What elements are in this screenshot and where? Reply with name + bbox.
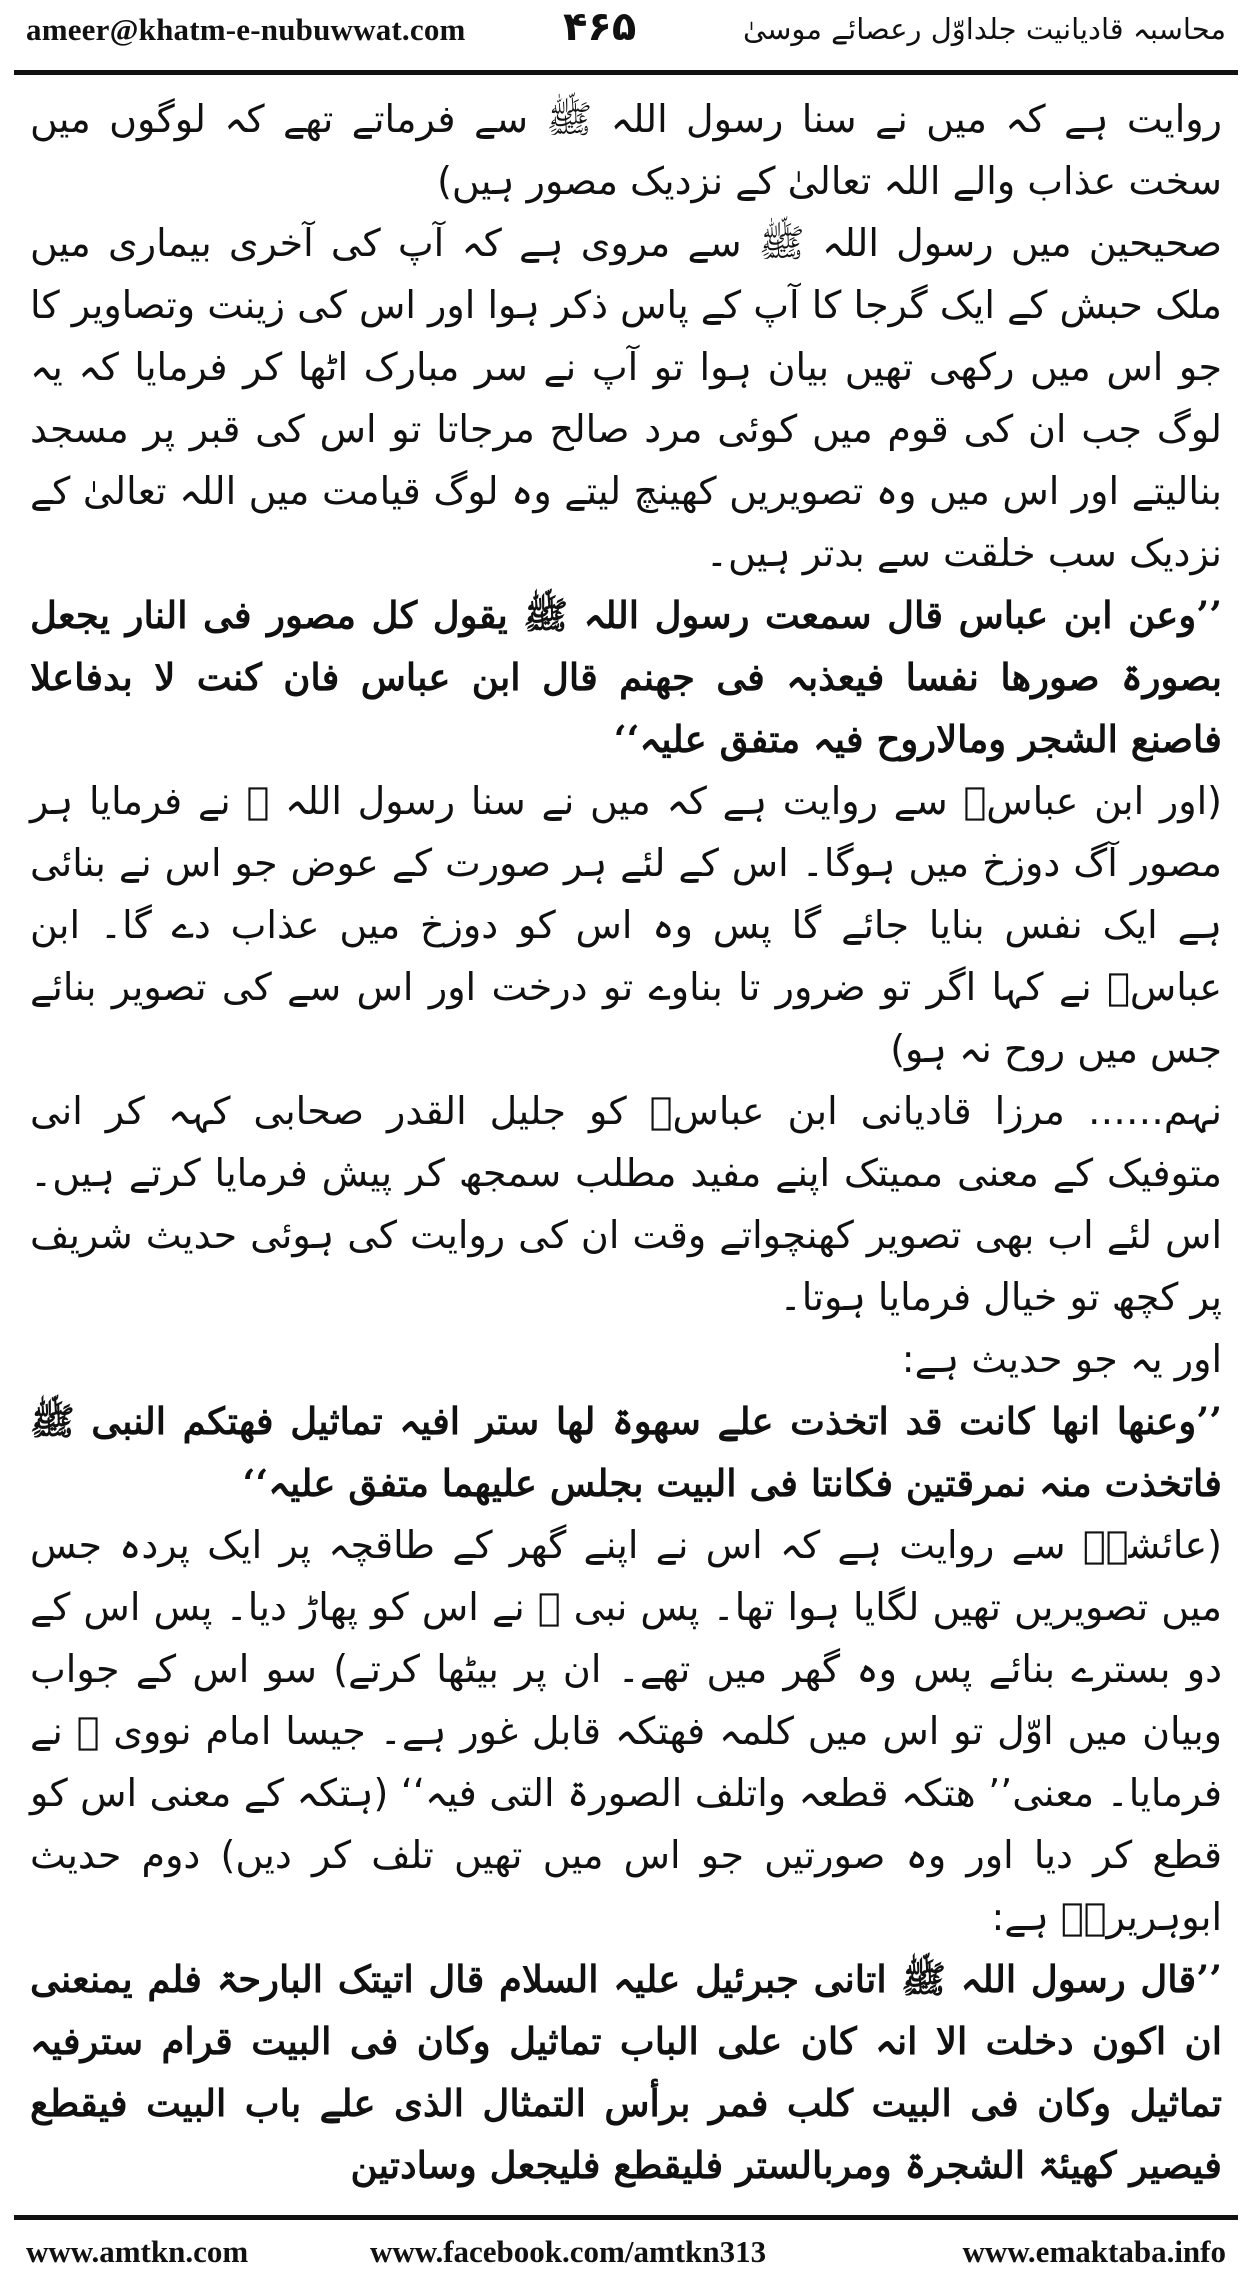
page-body [30, 88, 1222, 2187]
arabic-hadith: ’’وعن ابن عباس قال سمعت رسول اللہ ﷺ یقول کل مصور فی النار یجعل بصورۃ صورھا نفسا فیعذبہ فی جھنم قال ابن عباس فان کنت لا بدفاعلا فاصنع الشجر ومالاروح فیہ متفق علیہ‘‘ [30, 593, 1222, 761]
footer-divider [14, 2215, 1238, 2220]
page-footer [0, 2228, 1252, 2278]
paragraph: روایت ہے کہ میں نے سنا رسول اللہ ﷺ سے فرماتے تھے کہ لوگوں میں سخت عذاب والے اللہ تعالیٰ کے نزدیک مصور ہیں) [30, 97, 1222, 203]
paragraph: (عائشہؓ سے روایت ہے کہ اس نے اپنے گھر کے طاقچہ پر ایک پردہ جس میں تصویریں تھیں لگایا ہوا تھا۔ پس نبی ﷺ نے اس کو پھاڑ دیا۔ پس اس کے دو بسترے بنائے پس وہ گھر میں تھے۔ ان پر بیٹھا کرتے) سو اس کے جواب وبیان میں اوّل تو اس میں کلمہ فھتکہ قابل غور ہے۔ جیسا امام نووی ؒ نے فرمایا۔ معنی’’ ھتکہ قطعہ واتلف الصورۃ التی فیہ‘‘ (ہتکہ کے معنی اس کو قطع کر دیا اور وہ صورتیں جو اس میں تھیں تلف کر دیں) دوم حدیث ابوہریرہؓ ہے: [30, 1523, 1222, 1939]
book-title: محاسبہ قادیانیت جلداوّل رعصائے موسیٰ [742, 12, 1226, 46]
paragraph: نہم…… مرزا قادیانی ابن عباسؓ کو جلیل القدر صحابی کہہ کر انی متوفیک کے معنی ممیتک اپنے مفید مطلب سمجھ کر پیش فرمایا کرتے ہیں۔ اس لئے اب بھی تصویر کھنچواتے وقت ان کی روایت کی ہوئی حدیث شریف پر کچھ تو خیال فرمایا ہوتا۔ [30, 1089, 1222, 1319]
arabic-hadith: ’’وعنھا انھا کانت قد اتخذت علے سھوۃ لھا ستر افیہ تماثیل فھتکم النبی ﷺ فاتخذت منہ نمرقتین فکانتا فی البیت بجلس علیھما متفق علیہ‘‘ [30, 1399, 1222, 1505]
arabic-hadith: ’’قال رسول اللہ ﷺ اتانی جبرئیل علیہ السلام قال اتیتک البارحۃ فلم یمنعنی ان اکون دخلت الا انہ کان علی الباب تماثیل وکان فی البیت قرام سترفیہ تماثیل وکان فی البیت کلب فمر برأس التمثال الذی علے باب البیت فیقطع فیصیر کھیئۃ الشجرۃ ومربالستر فلیقطع فلیجعل وسادتین [30, 1957, 1222, 2187]
footer-link-amtkn[interactable]: www.amtkn.com [26, 2234, 249, 2269]
page-number: ۴۶۵ [563, 4, 637, 50]
footer-link-emaktaba[interactable]: www.emaktaba.info [962, 2234, 1226, 2269]
paragraph: (اور ابن عباسؓ سے روایت ہے کہ میں نے سنا رسول اللہ ﷺ نے فرمایا ہر مصور آگ دوزخ میں ہوگا۔ اس کے لئے ہر صورت کے عوض جو اس نے بنائی ہے ایک نفس بنایا جائے گا پس وہ اس کو دوزخ میں عذاب دے گا۔ ابن عباسؓ نے کہا اگر تو ضرور تا بناوے تو درخت اور اس سے کی تصویر بنائے جس میں روح نہ ہو) [30, 779, 1222, 1071]
page-header [0, 0, 1252, 74]
paragraph: اور یہ جو حدیث ہے: [901, 1337, 1222, 1381]
header-divider [14, 70, 1238, 75]
header-email: ameer@khatm-e-nubuwwat.com [26, 12, 466, 47]
footer-link-facebook[interactable]: www.facebook.com/amtkn313 [370, 2234, 767, 2269]
paragraph: صحیحین میں رسول اللہ ﷺ سے مروی ہے کہ آپ کی آخری بیماری میں ملک حبش کے ایک گرجا کا آپ کے پاس ذکر ہوا اور اس کی زینت وتصاویر کا جو اس میں رکھی تھیں بیان ہوا تو آپ نے سر مبارک اٹھا کر فرمایا کہ یہ لوگ جب ان کی قوم میں کوئی مرد صالح مرجاتا تو اس کی قبر پر مسجد بنالیتے اور اس میں وہ تصویریں کھینچ لیتے وہ لوگ قیامت میں اللہ تعالیٰ کے نزدیک سب خلقت سے بدتر ہیں۔ [30, 221, 1222, 575]
